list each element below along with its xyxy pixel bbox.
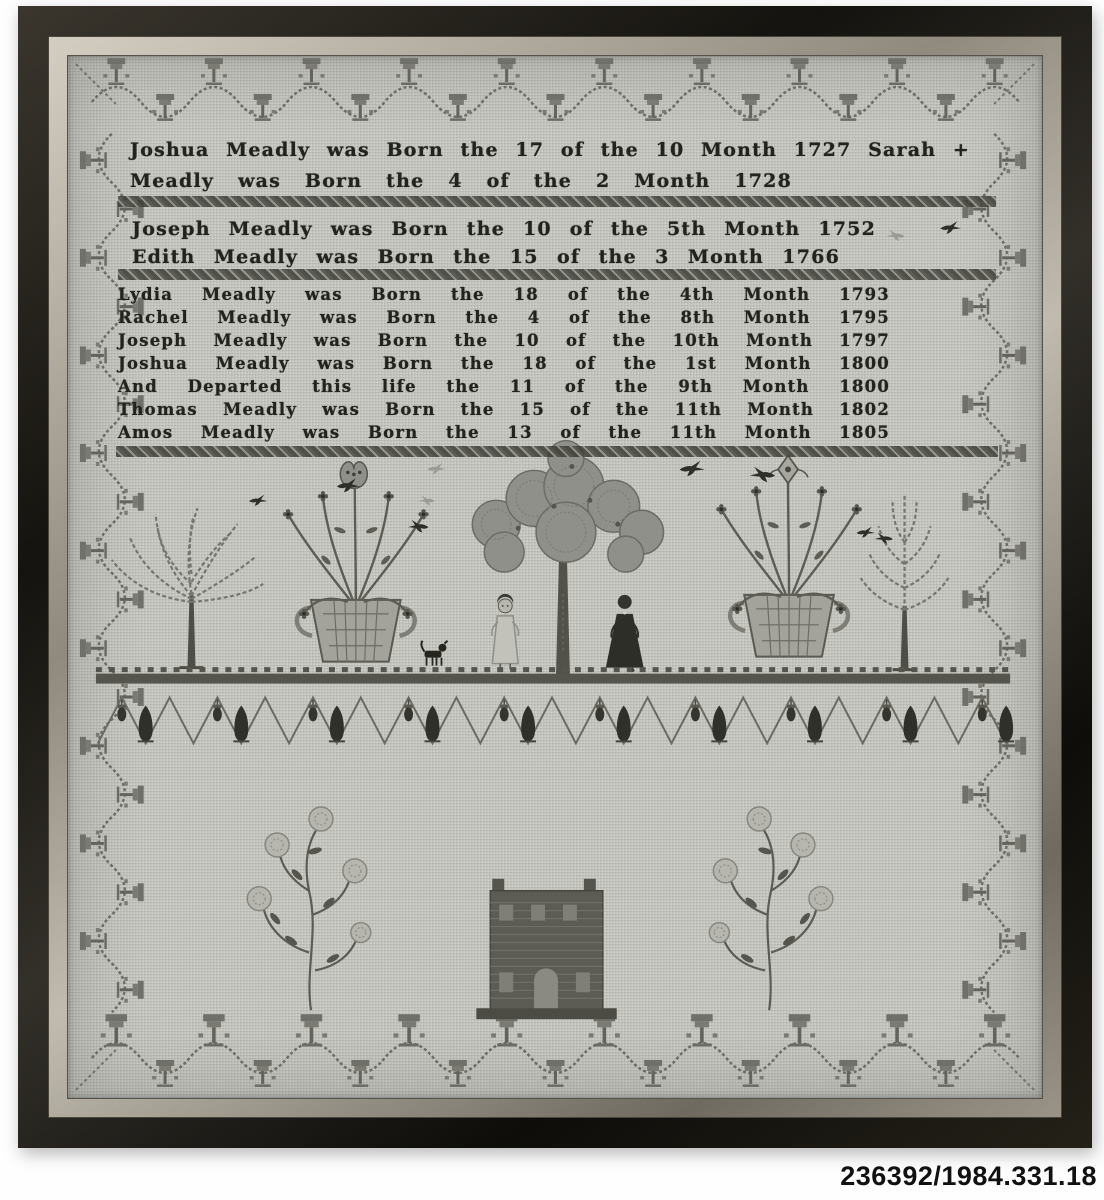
right-border-vine bbox=[962, 134, 1026, 1012]
inscription-line-5: Lydia Meadly was Born the 18 of the 4th Month 1793 bbox=[118, 285, 890, 304]
inscription-line-4: Edith Meadly was Born the 15 of the 3 Month 1766 bbox=[132, 246, 840, 268]
catalog-number: 236392/1984.331.18 bbox=[840, 1161, 1097, 1191]
inscription-line-8: Joshua Meadly was Born the 18 of the 1st Month 1800 bbox=[118, 354, 890, 373]
right-flower-urn bbox=[716, 455, 862, 656]
top-border-vine bbox=[92, 58, 1019, 121]
sampler-fabric bbox=[67, 55, 1043, 1099]
ground-line bbox=[96, 670, 1010, 684]
small-birds-by-text bbox=[886, 221, 960, 241]
brick-house bbox=[476, 879, 616, 1019]
small-dog bbox=[421, 641, 447, 666]
left-rose-spray bbox=[247, 807, 370, 1010]
left-flower-urn bbox=[283, 462, 429, 662]
inscription-line-1: Joshua Meadly was Born the 17 of the 10 Month 1727 Sarah + bbox=[130, 139, 970, 161]
right-feathery-tree bbox=[861, 494, 949, 669]
inscription-line-6: Rachel Meadly was Born the 4 of the 8th Month 1795 bbox=[118, 308, 890, 327]
inscription-line-9: And Departed this life the 11 of the 9th Month 1800 bbox=[118, 377, 890, 396]
embroidery-graphics bbox=[68, 56, 1042, 1098]
inscription-line-2: Meadly was Born the 4 of the 2 Month 1728 bbox=[130, 170, 792, 192]
inscription-line-7: Joseph Meadly was Born the 10 of the 10th Month 1797 bbox=[118, 331, 890, 350]
divider-band bbox=[116, 446, 998, 457]
left-bushy-tree bbox=[112, 508, 263, 667]
wood-frame bbox=[18, 6, 1092, 1148]
right-rose-spray bbox=[709, 807, 832, 1010]
gilt-frame-liner bbox=[48, 36, 1062, 1118]
woman-figure bbox=[606, 595, 644, 672]
divider-band bbox=[118, 269, 996, 280]
bottom-border-vine bbox=[92, 1014, 1019, 1087]
girl-figure bbox=[492, 594, 519, 670]
inscription-line-10: Thomas Meadly was Born the 15 of the 11th Month 1802 bbox=[118, 400, 890, 419]
zigzag-acorn-band bbox=[98, 698, 1014, 744]
inscription-line-11: Amos Meadly was Born the 13 of the 11th Month 1805 bbox=[118, 423, 890, 442]
inscription-line-3: Joseph Meadly was Born the 10 of the 5th Month 1752 bbox=[132, 218, 876, 240]
divider-band bbox=[118, 196, 996, 207]
